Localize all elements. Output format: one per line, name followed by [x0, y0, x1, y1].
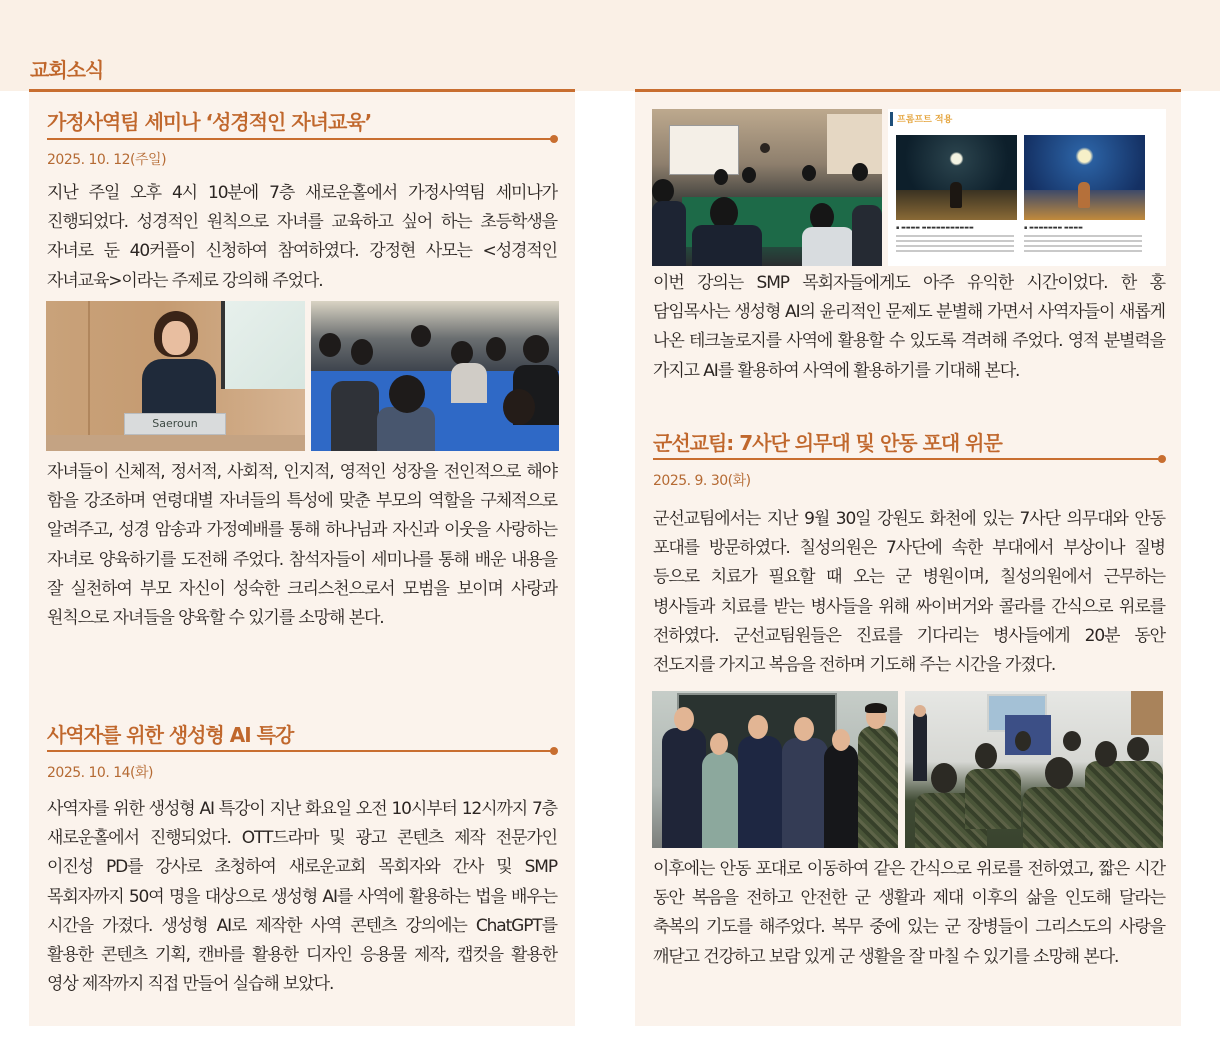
speaker-at-podium-photo: [46, 301, 305, 451]
caption-line: ▪ ▬▬▬▬ ▬▬▬▬▬▬▬▬▬▬▬: [896, 225, 974, 231]
article-paragraph: 군선교팀에서는 지난 9월 30일 강원도 화천에 있는 7사단 의무대와 안동 포대를 방문하였다. 칠성의원은 7사단에 속한 부대에서 부상이나 질병 등으로 치료가 필요할 때 오는 군 병원이며, 칠성의원에서 근무하는 병사들과 치료를 받는 병사들을 위해 싸이버거와 콜라를 간식으로 위로를 전하였다. 군선교팀원들은 진료를 기다리는 병사들에게 20분 동안 전도지를 가지고 복음을 전하며 기도해 주는 시간을 가졌다.: [653, 509, 1165, 676]
article-title-military-mission: 군선교팀: 7사단 의무대 및 안동 포대 위문: [653, 431, 1002, 455]
title-rule: [47, 138, 555, 140]
animated-moses-image: [1024, 135, 1145, 220]
article-date: 2025. 10. 14(화): [47, 765, 154, 781]
title-rule: [653, 458, 1163, 460]
article-title-ai-lecture: 사역자를 위한 생성형 AI 특강: [47, 723, 294, 747]
article-paragraph: 이후에는 안동 포대로 이동하여 같은 간식으로 위로를 전하였고, 짧은 시간 동안 복음을 전하고 안전한 군 생활과 제대 이후의 삶을 인도해 달라는 축복의 기도를 해주었다. 복무 중에 있는 군 장병들이 그리스도의 사랑을 깨닫고 건강하고 보람 있게 군 생활을 잘 마칠 수 있기를 소망해 본다.: [653, 859, 1165, 967]
slide-title: 프롬프트 적용: [897, 115, 953, 125]
seminar-participants-photo: [311, 301, 559, 451]
article-paragraph: 지난 주일 오후 4시 10분에 7층 새로운홀에서 가정사역팀 세미나가 진행되었다. 성경적인 원칙으로 자녀를 교육하고 싶어 하는 초등학생을 자녀로 둔 40커플이 신청하여 참여하였다. 강정현 사모는 <성경적인 자녀교육>이라는 주제로 강의해 주었다.: [47, 183, 557, 291]
realistic-moses-image: [896, 135, 1017, 220]
left-column-card: [29, 89, 575, 1026]
soldiers-listening-photo: [905, 691, 1163, 848]
ai-lecture-classroom-photo: [652, 109, 882, 266]
article-paragraph: 이번 강의는 SMP 목회자들에게도 아주 유익한 시간이었다. 한 홍 담임목사는 생성형 AI의 윤리적인 문제도 분별해 가면서 사역자들이 새롭게 나온 테크놀로지를 사역에 활용할 수 있도록 격려해 주었다. 영적 분별력을 가지고 AI를 활용하여 사역에 활용하기를 기대해 본다.: [653, 273, 1165, 381]
title-rule: [47, 750, 555, 752]
article-paragraph: 자녀들이 신체적, 정서적, 사회적, 인지적, 영적인 성장을 전인적으로 해야 함을 강조하며 연령대별 자녀들의 특성에 맞춘 부모의 역할을 구체적으로 알려주고, 성경 암송과 가정예배를 통해 하나님과 자신과 이웃을 사랑하는 자녀로 양육하기를 도전해 주었다. 참석자들이 세미나를 통해 배운 내용을 잘 실천하여 부모 자신이 성숙한 크리스천으로서 모범을 보이며 사랑과 원칙으로 자녀들을 양육할 수 있기를 소망해 본다.: [47, 462, 557, 629]
section-title: 교회소식: [30, 58, 104, 82]
article-title-family-seminar: 가정사역팀 세미나 ‘성경적인 자녀교육’: [47, 110, 372, 134]
article-date: 2025. 9. 30(화): [653, 473, 751, 489]
rule-dot: [550, 135, 558, 143]
podium-sign: Saeroun: [124, 413, 226, 435]
rule-dot: [550, 747, 558, 755]
prompt-slide-image: [888, 109, 1166, 266]
article-date: 2025. 10. 12(주일): [47, 152, 167, 168]
group-photo-visitors: [652, 691, 898, 848]
right-column-card: [635, 89, 1181, 1026]
header-band: [0, 0, 1220, 91]
caption-line: ▪ ▬▬▬▬▬▬▬ ▬▬▬▬: [1024, 225, 1083, 231]
article-paragraph: 사역자를 위한 생성형 AI 특강이 지난 화요일 오전 10시부터 12시까지 7층 새로운홀에서 진행되었다. OTT드라마 및 광고 콘텐츠 제작 전문가인 이진성 PD를 강사로 초청하여 새로운교회 목회자와 간사 및 SMP 목회자까지 50여 명을 대상으로 생성형 AI를 사역에 활용하는 법을 배우는 시간을 가졌다. 생성형 AI로 제작한 사역 콘텐츠 강의에는 ChatGPT를 활용한 콘텐츠 기획, 캔바를 활용한 디자인 응용물 제작, 캡컷을 활용한 영상 제작까지 직접 만들어 실습해 보았다.: [47, 799, 557, 995]
rule-dot: [1158, 455, 1166, 463]
